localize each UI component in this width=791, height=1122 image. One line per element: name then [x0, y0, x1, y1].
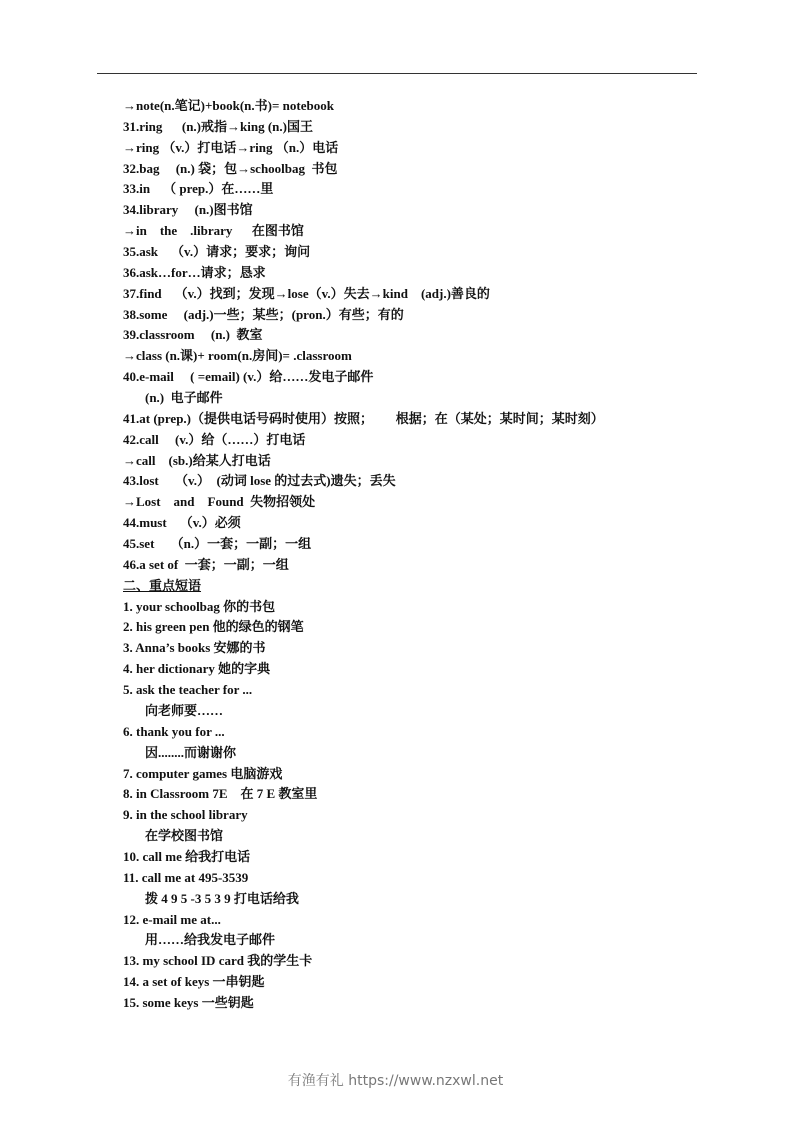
phrase-line: 4. her dictionary 她的字典 [123, 661, 271, 677]
vocab-line: 42.call (v.）给（……）打电话 [123, 431, 306, 447]
section-heading: 二、重点短语 [123, 577, 202, 593]
vocabulary-list [123, 96, 683, 576]
phrase-line: 6. thank you for ... [123, 723, 225, 739]
phrase-line: 13. my school ID card 我的学生卡 [123, 953, 313, 969]
footer-watermark: 有渔有礼 https://www.nzxwl.net [287, 1073, 504, 1089]
phrase-line: 11. call me at 495-3539 [123, 869, 249, 885]
phrase-line: 因........而谢谢你 [145, 744, 237, 760]
vocab-line: 35.ask （v.）请求；要求；询问 [123, 244, 311, 260]
phrase-line: 8. in Classroom 7E 在 7 E 教室里 [123, 786, 318, 802]
vocab-line: 41.at (prep.)（提供电话号码时使用）按照； 根据；在（某处；某时间；某时刻） [123, 410, 604, 426]
vocab-line: 34.library (n.)图书馆 [123, 202, 253, 218]
vocab-line: 32.bag (n.) 袋；包→schoolbag 书包 [123, 160, 338, 176]
phrase-line: 3. Anna’s books 安娜的书 [123, 640, 266, 656]
vocab-line: 46.a set of 一套；一副；一组 [123, 556, 289, 572]
vocab-line: →note(n.笔记)+book(n.书)= notebook [123, 98, 334, 113]
phrase-line: 14. a set of keys 一串钥匙 [123, 974, 265, 990]
phrase-line: 1. your schoolbag 你的书包 [123, 598, 276, 614]
phrase-line: 7. computer games 电脑游戏 [123, 765, 283, 781]
phrase-line: 15. some keys 一些钥匙 [123, 994, 254, 1010]
document-body [123, 96, 683, 1014]
vocab-line: 40.e-mail ( =email) (v.）给……发电子邮件 [123, 369, 374, 385]
vocab-line: →Lost and Found 失物招领处 [123, 494, 316, 510]
vocab-line: 36.ask…for…请求；恳求 [123, 264, 266, 280]
phrase-line: 用……给我发电子邮件 [145, 932, 276, 948]
vocab-line: →class (n.课)+ room(n.房间)= .classroom [123, 348, 352, 364]
vocab-line: 33.in （ prep.）在……里 [123, 181, 274, 197]
phrase-line: 拨 4 9 5 -3 5 3 9 打电话给我 [145, 890, 299, 906]
vocab-line: 43.lost （v.） (动词 lose 的过去式)遗失；丢失 [123, 473, 396, 489]
vocab-line: 31.ring (n.)戒指→king (n.)国王 [123, 118, 313, 134]
phrase-list [123, 597, 683, 1014]
vocab-line: →in the .library 在图书馆 [123, 223, 304, 239]
vocab-line: →call (sb.)给某人打电话 [123, 452, 271, 468]
phrase-line: 2. his green pen 他的绿色的钢笔 [123, 619, 304, 635]
phrase-line: 向老师要…… [145, 702, 224, 718]
phrase-line: 在学校图书馆 [145, 828, 224, 844]
vocab-line: 39.classroom (n.) 教室 [123, 327, 263, 343]
phrase-line: 9. in the school library [123, 807, 248, 823]
vocab-line: 45.set （n.）一套；一副；一组 [123, 536, 312, 552]
vocab-line: (n.) 电子邮件 [145, 390, 223, 406]
header-rule [97, 73, 697, 74]
phrase-line: 10. call me 给我打电话 [123, 848, 251, 864]
vocab-line: 37.find （v.）找到；发现→lose（v.）失去→kind (adj.)善良的 [123, 285, 490, 301]
vocab-line: 44.must （v.）必须 [123, 515, 241, 531]
phrase-line: 5. ask the teacher for ... [123, 682, 253, 698]
phrase-line: 12. e-mail me at... [123, 911, 221, 927]
vocab-line: →ring （v.）打电话→ring （n.）电话 [123, 139, 339, 155]
vocab-line: 38.some (adj.)一些；某些；(pron.）有些；有的 [123, 306, 404, 322]
